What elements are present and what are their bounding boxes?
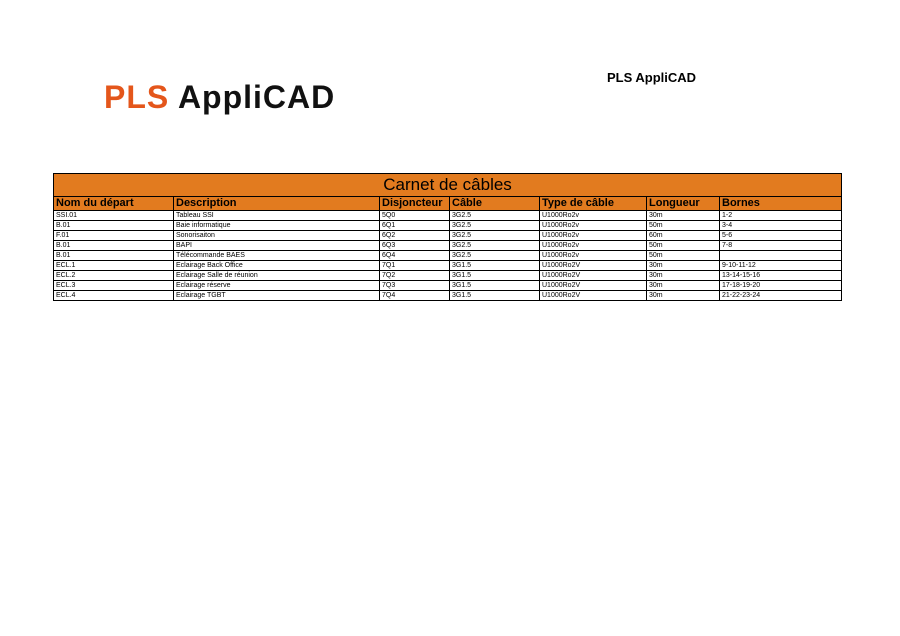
- column-header: Bornes: [720, 197, 842, 211]
- table-cell: 3G2.5: [450, 251, 540, 261]
- table-cell: 17-18-19-20: [720, 281, 842, 291]
- table-cell: Eclairage TGBT: [174, 291, 380, 301]
- table-cell: Télécommande BAES: [174, 251, 380, 261]
- table-cell: 30m: [647, 281, 720, 291]
- table-cell: 7Q4: [380, 291, 450, 301]
- header-title: PLS AppliCAD: [607, 70, 697, 85]
- table-row: [54, 251, 842, 261]
- table-cell: 30m: [647, 261, 720, 271]
- table-cell: U1000Ro2V: [540, 291, 647, 301]
- table-cell: B.01: [54, 221, 174, 231]
- table-cell: Sonorisaiton: [174, 231, 380, 241]
- table-cell: 9-10-11-12: [720, 261, 842, 271]
- table-cell: ECL.1: [54, 261, 174, 271]
- table-cell: 7-8: [720, 241, 842, 251]
- table-row: [54, 241, 842, 251]
- column-header: Disjoncteur: [380, 197, 450, 211]
- column-header: Nom du départ: [54, 197, 174, 211]
- table-cell: Eclairage Back Office: [174, 261, 380, 271]
- table-cell: U1000Ro2V: [540, 261, 647, 271]
- table-cell: ECL.4: [54, 291, 174, 301]
- table-cell: 3G1.5: [450, 281, 540, 291]
- table-cell: B.01: [54, 241, 174, 251]
- table-cell: U1000Ro2v: [540, 211, 647, 221]
- table-cell: 50m: [647, 251, 720, 261]
- table-cell: 30m: [647, 291, 720, 301]
- table-cell: 3G1.5: [450, 261, 540, 271]
- table-cell: 30m: [647, 211, 720, 221]
- table-cell: U1000Ro2V: [540, 271, 647, 281]
- table-cell: SSI.01: [54, 211, 174, 221]
- table-row: [54, 271, 842, 281]
- table-cell: Eclairage réserve: [174, 281, 380, 291]
- table-cell: 7Q3: [380, 281, 450, 291]
- table-cell: 7Q2: [380, 271, 450, 281]
- brand-logo: [104, 79, 335, 116]
- cable-table: [53, 173, 842, 301]
- table-cell: 13-14-15-16: [720, 271, 842, 281]
- table-row: [54, 221, 842, 231]
- column-header: Description: [174, 197, 380, 211]
- table-cell: 3G2.5: [450, 221, 540, 231]
- table-cell: BAPI: [174, 241, 380, 251]
- table-cell: 6Q1: [380, 221, 450, 231]
- table-cell: 3G1.5: [450, 271, 540, 281]
- table-cell: U1000Ro2v: [540, 241, 647, 251]
- logo-part-applicad: AppliCAD: [177, 79, 336, 115]
- table-cell: 60m: [647, 231, 720, 241]
- table-cell: 1-2: [720, 211, 842, 221]
- table-cell: 3-4: [720, 221, 842, 231]
- table-cell: Baie informatique: [174, 221, 380, 231]
- logo-part-pls: PLS: [104, 79, 170, 115]
- table-cell: 5Q0: [380, 211, 450, 221]
- table-cell: U1000Ro2v: [540, 221, 647, 231]
- table-row: [54, 281, 842, 291]
- table-row: [54, 291, 842, 301]
- table-cell: 3G2.5: [450, 231, 540, 241]
- table-cell: 5-6: [720, 231, 842, 241]
- table-cell: U1000Ro2v: [540, 231, 647, 241]
- column-header: Longueur: [647, 197, 720, 211]
- table-cell: U1000Ro2v: [540, 251, 647, 261]
- table-row: [54, 211, 842, 221]
- table-cell: Tableau SSI: [174, 211, 380, 221]
- table-cell: 30m: [647, 271, 720, 281]
- table-cell: ECL.3: [54, 281, 174, 291]
- table-cell: 50m: [647, 241, 720, 251]
- table-cell: F.01: [54, 231, 174, 241]
- table-row: [54, 231, 842, 241]
- table-cell: 3G2.5: [450, 211, 540, 221]
- table-cell: ECL.2: [54, 271, 174, 281]
- table-cell: Eclairage Salle de réunion: [174, 271, 380, 281]
- table-cell: 7Q1: [380, 261, 450, 271]
- table-cell: B.01: [54, 251, 174, 261]
- table-cell: U1000Ro2V: [540, 281, 647, 291]
- table-cell: 6Q2: [380, 231, 450, 241]
- table-cell: 3G2.5: [450, 241, 540, 251]
- table-row: [54, 261, 842, 271]
- table-cell: 3G1.5: [450, 291, 540, 301]
- table-cell: [720, 251, 842, 261]
- table-cell: 21-22-23-24: [720, 291, 842, 301]
- table-title: Carnet de câbles: [54, 174, 842, 197]
- column-header: Type de câble: [540, 197, 647, 211]
- table-cell: 50m: [647, 221, 720, 231]
- table-cell: 6Q3: [380, 241, 450, 251]
- table-cell: 6Q4: [380, 251, 450, 261]
- column-header: Câble: [450, 197, 540, 211]
